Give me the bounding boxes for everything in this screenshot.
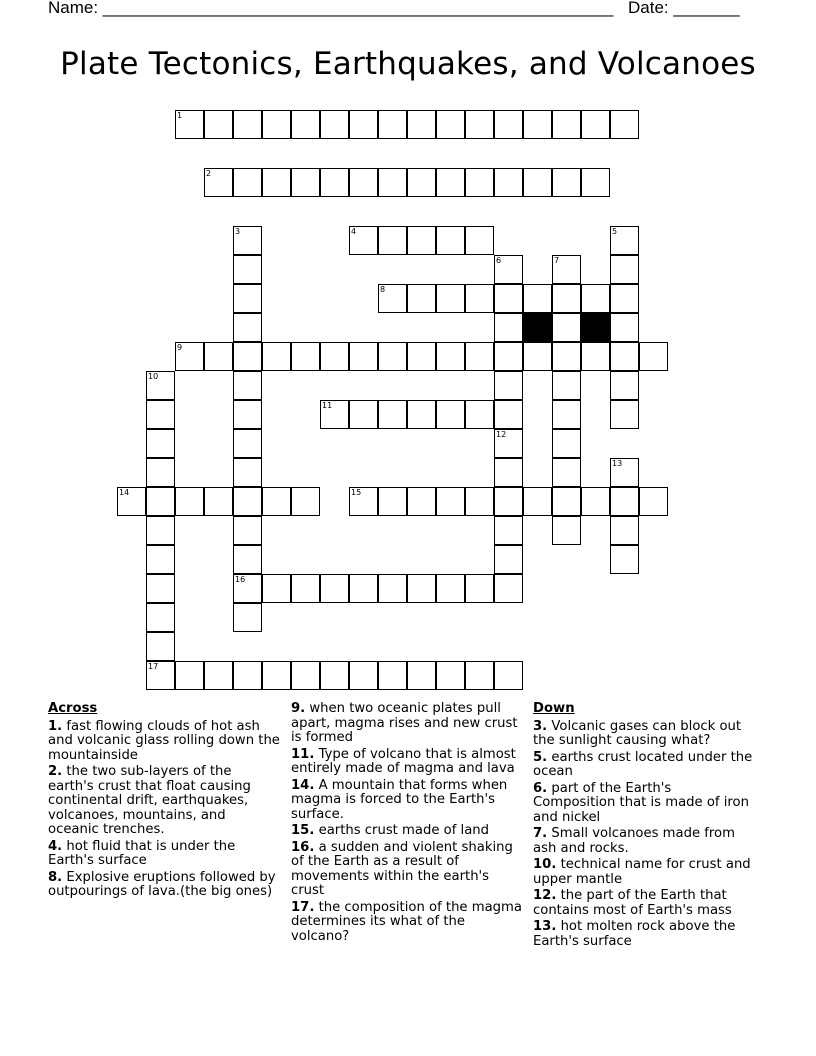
clue-text: hot fluid that is under the Earth's surface [48,838,236,868]
across-heading: Across [48,701,98,716]
clue-down-6 [533,782,755,826]
clue-across-16 [291,841,525,899]
clue-down-7 [533,827,755,856]
grid-cell[interactable] [494,168,523,197]
grid-cell[interactable] [233,342,262,371]
grid-cell[interactable] [262,661,291,690]
grid-cell[interactable] [552,255,581,284]
clue-text: when two oceanic plates pull apart, magma rises and new crust is formed [291,701,518,745]
grid-cell[interactable] [233,400,262,429]
grid-cell[interactable] [291,574,320,603]
clue-number: 7. [533,826,548,841]
grid-cell[interactable] [349,400,378,429]
grid-cell[interactable] [494,516,523,545]
clue-number-label: 15 [351,488,362,497]
grid-cell[interactable] [523,168,552,197]
clue-number: 6. [533,780,548,796]
grid-cell[interactable] [523,487,552,516]
clue-number-label: 7 [554,256,560,265]
grid-cell[interactable] [233,255,262,284]
grid-cell[interactable] [465,226,494,255]
grid-cell[interactable] [175,487,204,516]
grid-cell[interactable] [610,342,639,371]
blocked-cell [581,313,610,342]
grid-cell[interactable] [494,284,523,313]
grid-cell[interactable] [233,516,262,545]
grid-cell[interactable] [610,458,639,487]
clue-across-15 [291,824,525,839]
grid-cell[interactable] [523,284,552,313]
grid-cell[interactable] [146,458,175,487]
clue-number-label: 9 [177,343,183,352]
grid-cell[interactable] [262,342,291,371]
grid-cell[interactable] [494,342,523,371]
grid-cell[interactable] [378,110,407,139]
grid-cell[interactable] [175,110,204,139]
clue-number-label: 6 [496,256,502,265]
grid-cell[interactable] [581,284,610,313]
grid-cell[interactable] [610,313,639,342]
clue-number-label: 13 [612,459,623,468]
name-field-label: Name: ______________________________________________________ [48,0,614,17]
clue-number: 11. [291,746,315,762]
grid-cell[interactable] [552,400,581,429]
clue-number: 1. [48,718,63,734]
clue-text: Type of volcano that is almost entirely made of magma and lava [291,746,516,776]
clue-text: fast flowing clouds of hot ash and volcanic glass rolling down the mountainside [48,718,280,763]
grid-cell[interactable] [523,110,552,139]
grid-cell[interactable] [610,110,639,139]
grid-cell[interactable] [494,371,523,400]
grid-cell[interactable] [610,400,639,429]
clues-column-3 [533,702,755,951]
grid-cell[interactable] [233,110,262,139]
grid-cell[interactable] [320,342,349,371]
grid-cell[interactable] [262,574,291,603]
grid-cell[interactable] [552,516,581,545]
clue-number: 15. [291,823,315,838]
grid-cell[interactable] [320,400,349,429]
grid-cell[interactable] [349,487,378,516]
grid-cell[interactable] [291,661,320,690]
grid-cell[interactable] [436,168,465,197]
grid-cell[interactable] [233,284,262,313]
grid-cell[interactable] [581,110,610,139]
grid-cell[interactable] [552,371,581,400]
grid-cell[interactable] [610,284,639,313]
grid-cell[interactable] [494,487,523,516]
clue-number-label: 16 [235,575,246,584]
grid-cell[interactable] [465,110,494,139]
clue-across-4 [48,840,280,869]
grid-cell[interactable] [262,168,291,197]
grid-cell[interactable] [378,487,407,516]
grid-cell[interactable] [291,168,320,197]
grid-cell[interactable] [233,168,262,197]
clue-number: 14. [291,777,315,793]
clue-number-label: 10 [148,372,159,381]
grid-cell[interactable] [291,487,320,516]
clue-number-label: 14 [119,488,130,497]
clue-text: A mountain that forms when magma is forced to the Earth's surface. [291,777,508,822]
grid-cell[interactable] [610,516,639,545]
grid-cell[interactable] [465,342,494,371]
grid-cell[interactable] [407,284,436,313]
clue-number-label: 5 [612,227,618,236]
clue-down-12 [533,889,755,918]
grid-cell[interactable] [146,632,175,661]
clue-text: technical name for crust and upper mantle [533,857,751,887]
date-field-label: Date: _______ [628,0,740,17]
grid-cell[interactable] [378,342,407,371]
grid-cell[interactable] [465,284,494,313]
grid-cell[interactable] [175,342,204,371]
grid-cell[interactable] [349,110,378,139]
clue-number-label: 4 [351,227,357,236]
clue-number: 13. [533,919,557,934]
clue-number: 10. [533,857,557,872]
grid-cell[interactable] [233,371,262,400]
grid-cell[interactable] [146,516,175,545]
grid-cell[interactable] [465,168,494,197]
clue-text: a sudden and violent shaking of the Earth as a result of movements within the earth's crust [291,839,513,898]
grid-cell[interactable] [320,574,349,603]
grid-cell[interactable] [552,168,581,197]
grid-cell[interactable] [378,661,407,690]
clue-number: 5. [533,749,548,765]
grid-cell[interactable] [494,545,523,574]
grid-cell[interactable] [407,487,436,516]
clue-across-1 [48,720,280,764]
grid-cell[interactable] [436,487,465,516]
grid-cell[interactable] [291,110,320,139]
grid-cell[interactable] [349,574,378,603]
grid-cell[interactable] [378,574,407,603]
grid-cell[interactable] [291,342,320,371]
grid-cell[interactable] [436,284,465,313]
clue-number: 2. [48,764,63,779]
grid-cell[interactable] [320,661,349,690]
grid-cell[interactable] [436,342,465,371]
clue-down-13 [533,920,755,949]
grid-cell[interactable] [436,110,465,139]
grid-cell[interactable] [494,429,523,458]
grid-cell[interactable] [146,487,175,516]
grid-cell[interactable] [610,545,639,574]
grid-cell[interactable] [494,574,523,603]
grid-cell[interactable] [407,110,436,139]
grid-cell[interactable] [262,487,291,516]
clues-column-2 [291,702,525,946]
clue-text: hot molten rock above the Earth's surface [533,919,736,949]
clue-number: 12. [533,888,557,903]
clue-number: 9. [291,701,306,716]
grid-cell[interactable] [233,458,262,487]
page-title: Plate Tectonics, Earthquakes, and Volcanoes [60,46,756,82]
grid-cell[interactable] [204,661,233,690]
clue-number-label: 8 [380,285,386,294]
clue-number-label: 1 [177,111,183,120]
clue-text: Volcanic gases can block out the sunlight causing what? [533,718,742,748]
clue-down-5 [533,751,755,780]
grid-cell[interactable] [552,284,581,313]
grid-cell[interactable] [407,574,436,603]
grid-cell[interactable] [494,255,523,284]
clue-number-label: 11 [322,401,333,410]
grid-cell[interactable] [233,603,262,632]
clue-number: 17. [291,899,315,915]
grid-cell[interactable] [436,226,465,255]
grid-cell[interactable] [552,342,581,371]
grid-cell[interactable] [320,168,349,197]
clue-text: earths crust made of land [318,823,490,838]
clue-number-label: 3 [235,227,241,236]
grid-cell[interactable] [349,342,378,371]
grid-cell[interactable] [262,110,291,139]
grid-cell[interactable] [146,400,175,429]
grid-cell[interactable] [494,400,523,429]
clue-text: part of the Earth's Composition that is made of iron and nickel [533,780,749,825]
grid-cell[interactable] [233,574,262,603]
grid-cell[interactable] [639,342,668,371]
clue-text: the two sub-layers of the earth's crust that float causing continental drift, earthquakes, volcanoes, mountains, and oceanic trenches. [48,764,251,837]
grid-cell[interactable] [233,429,262,458]
clue-number: 16. [291,839,315,855]
clue-across-14 [291,779,525,823]
clue-text: the composition of the magma determines its what of the volcano? [291,899,522,944]
grid-cell[interactable] [610,226,639,255]
clue-across-9 [291,702,525,746]
grid-cell[interactable] [494,661,523,690]
clue-text: Explosive eruptions followed by outpourings of lava.(the big ones) [48,869,276,899]
grid-cell[interactable] [204,168,233,197]
grid-cell[interactable] [465,400,494,429]
clue-number-label: 2 [206,169,212,178]
grid-cell[interactable] [552,110,581,139]
grid-cell[interactable] [146,429,175,458]
grid-cell[interactable] [552,458,581,487]
grid-cell[interactable] [146,661,175,690]
clue-number-label: 17 [148,662,159,671]
grid-cell[interactable] [146,545,175,574]
clue-across-11 [291,748,525,777]
grid-cell[interactable] [407,226,436,255]
grid-cell[interactable] [204,110,233,139]
grid-cell[interactable] [407,342,436,371]
grid-cell[interactable] [233,487,262,516]
grid-cell[interactable] [494,458,523,487]
grid-cell[interactable] [581,342,610,371]
down-heading: Down [533,701,575,716]
grid-cell[interactable] [494,313,523,342]
grid-cell[interactable] [204,487,233,516]
grid-cell[interactable] [349,168,378,197]
grid-cell[interactable] [378,400,407,429]
grid-cell[interactable] [146,603,175,632]
grid-cell[interactable] [407,168,436,197]
clue-text: the part of the Earth that contains most of Earth's mass [533,888,732,918]
clue-text: Small volcanoes made from ash and rocks. [533,826,735,856]
clue-across-17 [291,901,525,945]
grid-cell[interactable] [581,487,610,516]
grid-cell[interactable] [407,661,436,690]
grid-cell[interactable] [378,226,407,255]
clue-number: 8. [48,869,63,885]
clue-across-2 [48,765,280,838]
clue-down-10 [533,858,755,887]
grid-cell[interactable] [436,400,465,429]
grid-cell[interactable] [639,487,668,516]
grid-cell[interactable] [523,342,552,371]
clue-text: earths crust located under the ocean [533,749,753,779]
grid-cell[interactable] [436,574,465,603]
grid-cell[interactable] [204,342,233,371]
grid-cell[interactable] [552,313,581,342]
grid-cell[interactable] [146,371,175,400]
grid-cell[interactable] [320,110,349,139]
grid-cell[interactable] [233,313,262,342]
grid-cell[interactable] [233,545,262,574]
grid-cell[interactable] [117,487,146,516]
grid-cell[interactable] [436,661,465,690]
grid-cell[interactable] [378,284,407,313]
grid-cell[interactable] [552,429,581,458]
grid-cell[interactable] [378,168,407,197]
grid-cell[interactable] [349,661,378,690]
clue-across-8 [48,871,280,900]
grid-cell[interactable] [610,255,639,284]
clue-number: 3. [533,718,548,734]
grid-cell[interactable] [610,371,639,400]
clue-number: 4. [48,838,63,854]
grid-cell[interactable] [610,487,639,516]
clue-down-3 [533,720,755,749]
grid-cell[interactable] [146,574,175,603]
grid-cell[interactable] [465,661,494,690]
grid-cell[interactable] [465,487,494,516]
grid-cell[interactable] [465,574,494,603]
grid-cell[interactable] [407,400,436,429]
grid-cell[interactable] [233,661,262,690]
grid-cell[interactable] [233,226,262,255]
grid-cell[interactable] [581,168,610,197]
grid-cell[interactable] [552,487,581,516]
grid-cell[interactable] [349,226,378,255]
blocked-cell [523,313,552,342]
grid-cell[interactable] [175,661,204,690]
clues-column-1 [48,702,280,902]
grid-cell[interactable] [494,110,523,139]
clue-number-label: 12 [496,430,507,439]
